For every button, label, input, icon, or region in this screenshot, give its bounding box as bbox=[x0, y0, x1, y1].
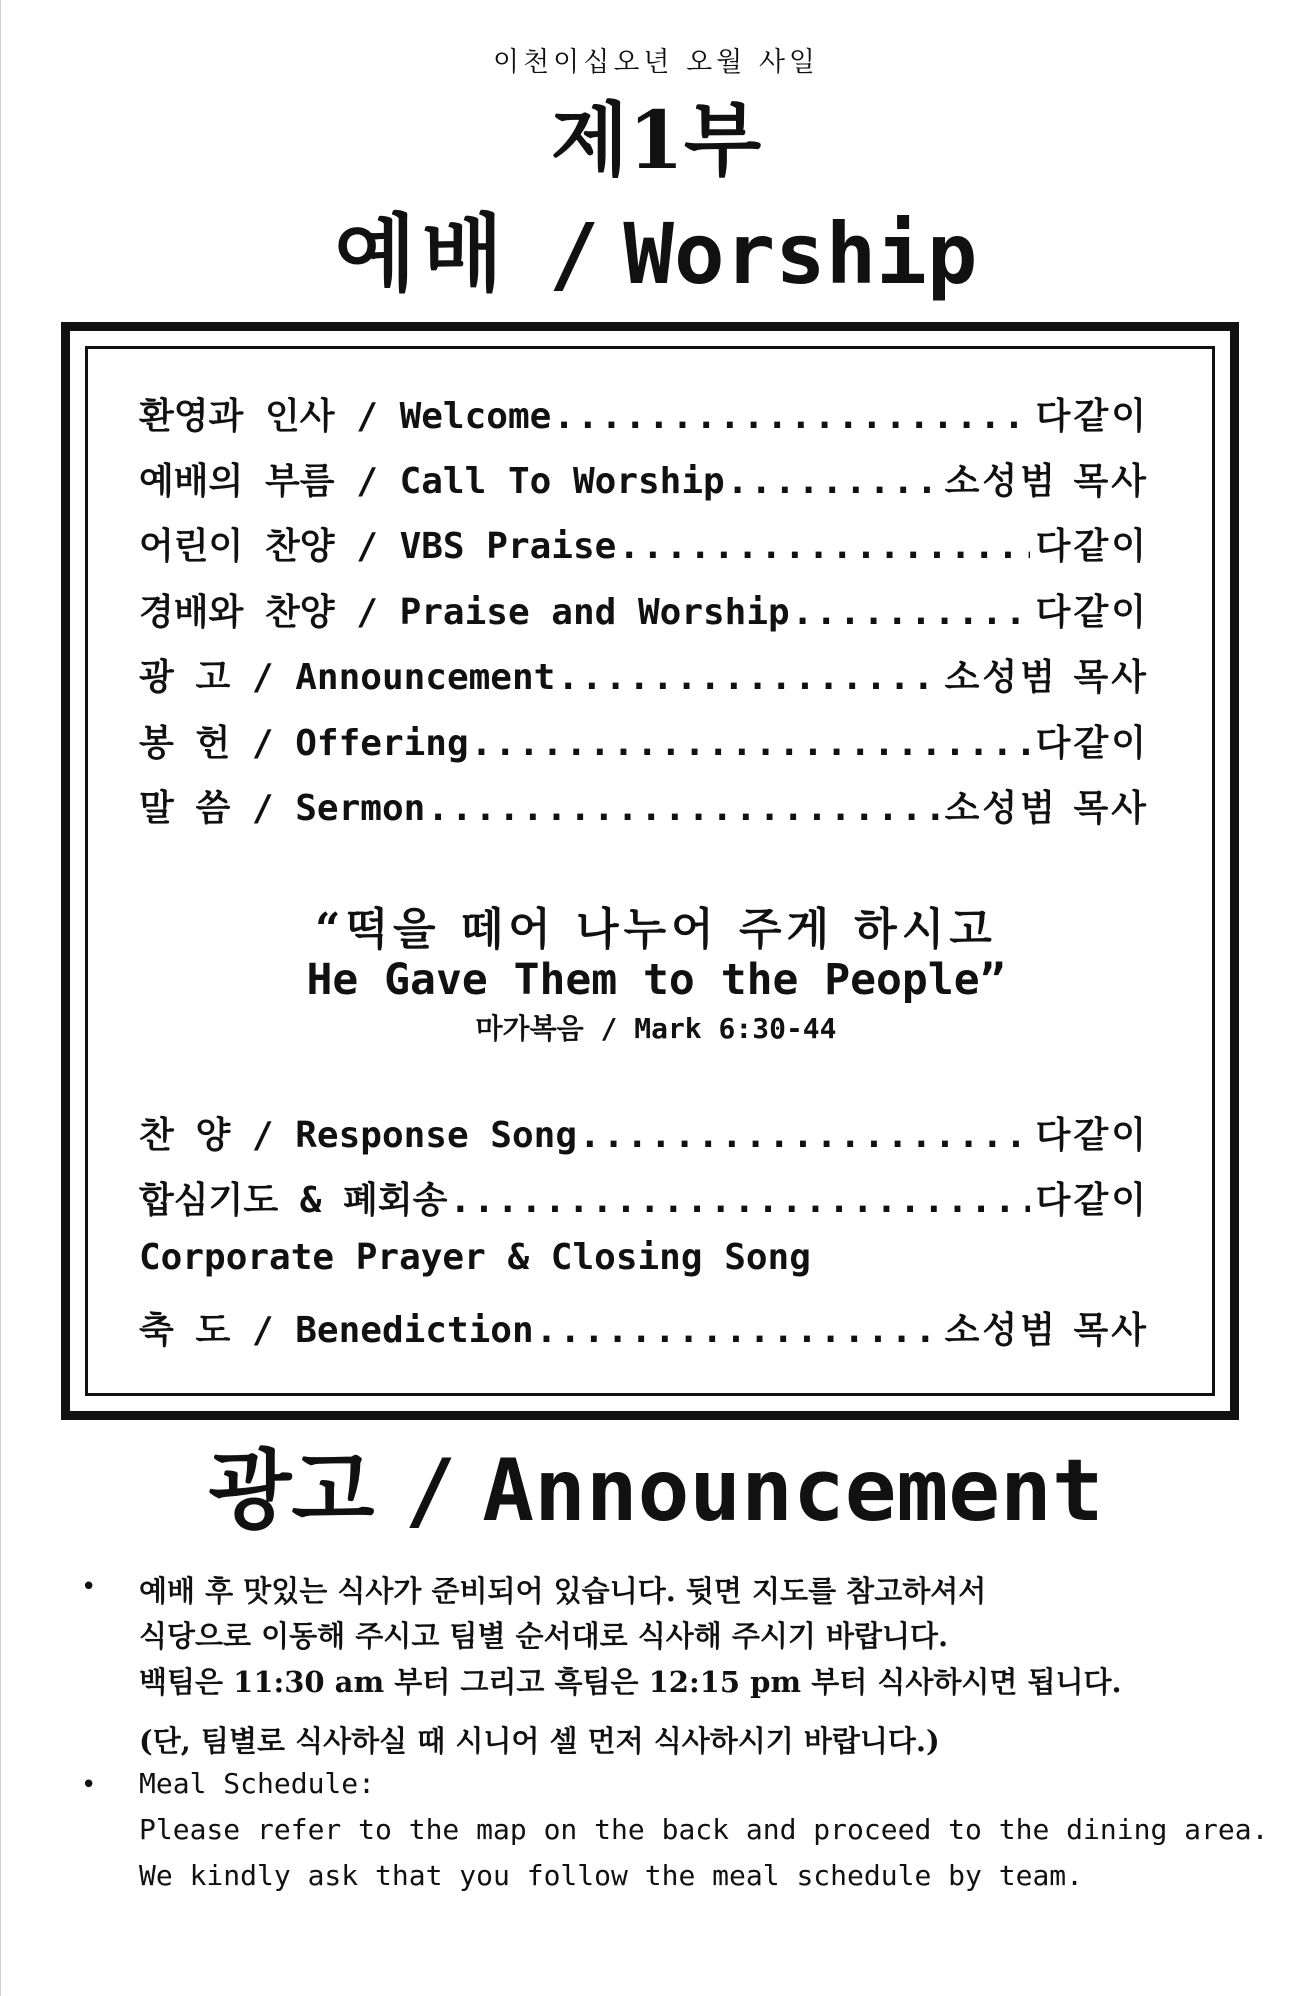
dot-leader bbox=[557, 657, 938, 698]
order-item-label: 경배와 찬양 / Praise and Worship bbox=[139, 592, 790, 633]
order-row bbox=[139, 780, 1149, 832]
announcement-line: We kindly ask that you follow the meal schedule by team. bbox=[139, 1859, 1084, 1892]
announcement-line: Meal Schedule: bbox=[139, 1767, 376, 1800]
worship-title bbox=[1, 204, 1310, 303]
dot-leader bbox=[427, 788, 938, 829]
order-row bbox=[139, 649, 1149, 701]
order-row bbox=[139, 1107, 1149, 1159]
worship-title-sep: / bbox=[548, 205, 600, 303]
dot-leader bbox=[553, 396, 1029, 437]
order-item-leader: 다같이 bbox=[1035, 722, 1149, 764]
order-row bbox=[139, 1172, 1149, 1224]
dot-leader bbox=[618, 526, 1029, 567]
announcement-line: Please refer to the map on the back and proceed to the dining area. bbox=[139, 1813, 1269, 1846]
order-item-label: 어린이 찬양 / VBS Praise bbox=[139, 526, 617, 567]
order-item-leader: 소성범 목사 bbox=[944, 656, 1149, 698]
order-item-label: 광 고 / Announcement bbox=[139, 657, 556, 698]
announcement-title-en: Announcement bbox=[482, 1441, 1104, 1541]
worship-title-en: Worship bbox=[623, 205, 978, 303]
order-item-label: 축 도 / Benediction bbox=[139, 1310, 534, 1351]
order-item-leader: 소성범 목사 bbox=[944, 460, 1149, 502]
dot-leader bbox=[792, 592, 1030, 633]
announcement-title-sep: / bbox=[404, 1441, 457, 1541]
scripture-reference: 마가복음 / Mark 6:30-44 bbox=[475, 1012, 837, 1045]
dot-leader bbox=[471, 723, 1030, 764]
order-item-leader: 다같이 bbox=[1035, 525, 1149, 567]
order-row bbox=[139, 715, 1149, 767]
order-item-label: 예배의 부름 / Call To Worship bbox=[139, 461, 725, 502]
order-item-leader: 다같이 bbox=[1035, 1114, 1149, 1156]
dot-leader bbox=[449, 1180, 1029, 1221]
order-item-label: 말 씀 / Sermon bbox=[139, 788, 426, 829]
order-row bbox=[139, 518, 1149, 570]
order-item-leader: 다같이 bbox=[1035, 1179, 1149, 1221]
dot-leader bbox=[727, 461, 939, 502]
worship-title-ko: 예배 bbox=[334, 204, 509, 303]
order-item-leader: 소성범 목사 bbox=[944, 1309, 1149, 1351]
order-item-label: Corporate Prayer & Closing Song bbox=[139, 1237, 811, 1278]
order-item-leader: 소성범 목사 bbox=[944, 787, 1149, 829]
announcement-line: (단, 팀별로 식사하실 때 시니어 셀 먼저 식사하시기 바랍니다.) bbox=[139, 1724, 940, 1758]
dot-leader bbox=[536, 1310, 939, 1351]
sermon-title-en: He Gave Them to the People” bbox=[306, 955, 1006, 1005]
order-item-label: 찬 양 / Response Song bbox=[139, 1115, 578, 1156]
announcement-line: 예배 후 맛있는 식사가 준비되어 있습니다. 뒷면 지도를 참고하셔서 bbox=[139, 1574, 987, 1608]
order-row bbox=[139, 1302, 1149, 1354]
announcement-line: 식당으로 이동해 주시고 팀별 순서대로 식사해 주시기 바랍니다. bbox=[139, 1619, 949, 1653]
bullet-icon: • bbox=[81, 1770, 97, 1800]
order-item-label: 환영과 인사 / Welcome bbox=[139, 396, 552, 437]
order-row bbox=[139, 453, 1149, 505]
announcement-title bbox=[1, 1440, 1310, 1541]
announcement-line: 백팀은 11:30 am 부터 그리고 흑팀은 12:15 pm 부터 식사하시면 됩니다. bbox=[139, 1665, 1122, 1699]
order-row bbox=[139, 388, 1149, 440]
part-heading: 제1부 bbox=[550, 93, 762, 187]
dot-leader bbox=[579, 1115, 1030, 1156]
announcement-title-ko: 광고 bbox=[208, 1440, 375, 1541]
order-item-leader: 다같이 bbox=[1035, 395, 1149, 437]
order-row bbox=[139, 584, 1149, 636]
service-date: 이천이십오년 오월 사일 bbox=[493, 47, 819, 78]
order-item-label: 합심기도 & 폐회송 bbox=[139, 1180, 448, 1221]
order-item-label: 봉 헌 / Offering bbox=[139, 723, 469, 764]
bullet-icon: • bbox=[81, 1572, 97, 1602]
order-row-continuation bbox=[139, 1237, 1149, 1289]
sermon-title-ko: “떡을 떼어 나누어 주게 하시고 bbox=[315, 904, 997, 955]
order-item-leader: 다같이 bbox=[1035, 591, 1149, 633]
